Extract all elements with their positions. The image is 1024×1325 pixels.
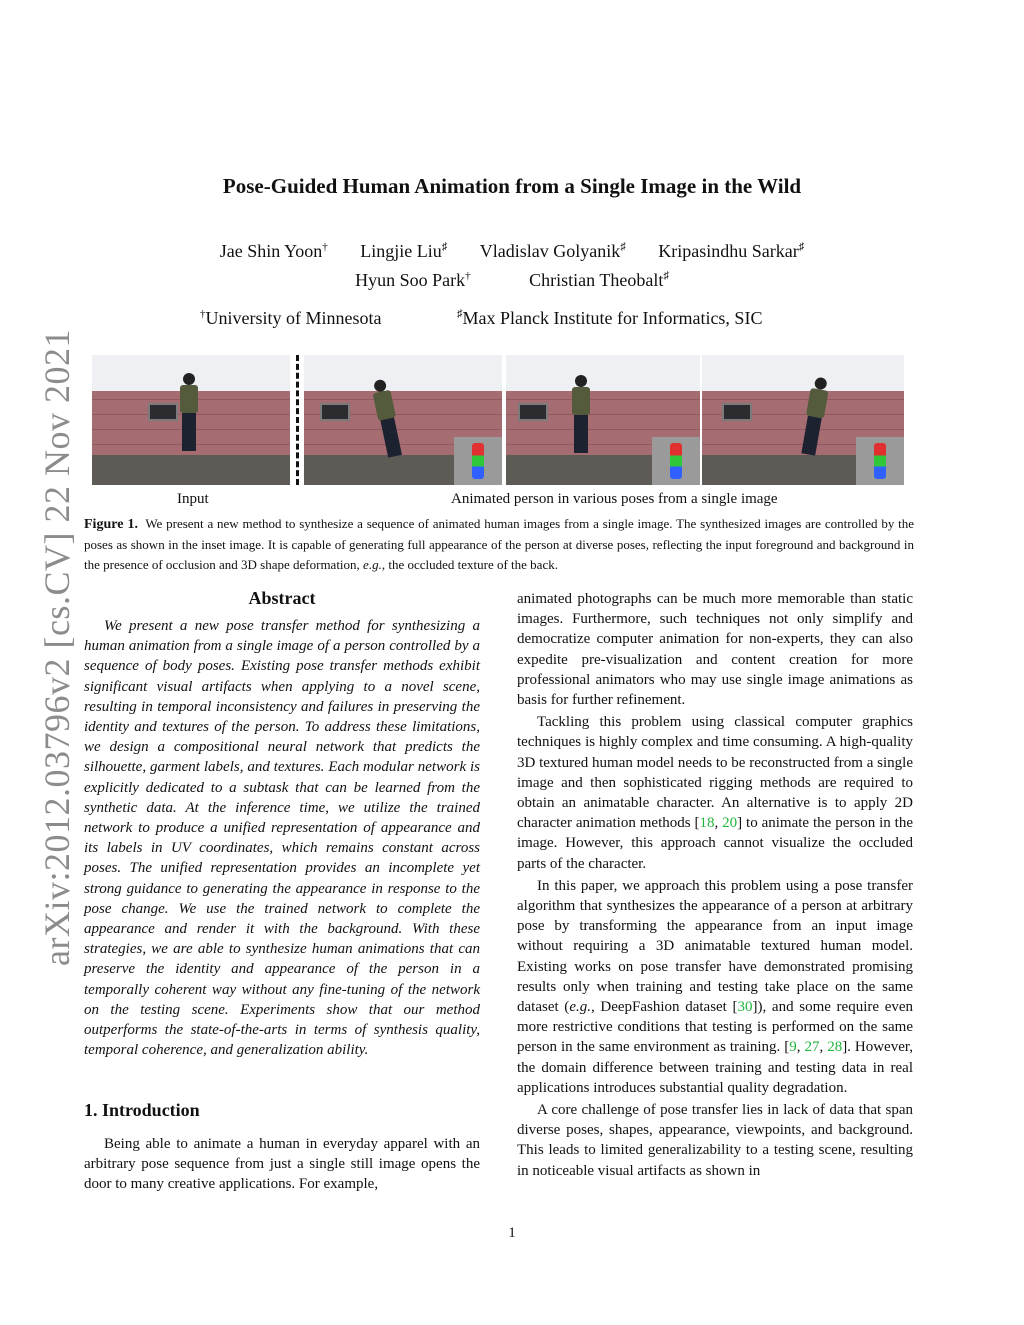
- abstract-heading: Abstract: [248, 588, 316, 608]
- paragraph: In this paper, we approach this problem using a pose transfer algorithm that synthesizes the appearance of a person at arbitrary pose by transforming the appearance from an input image without requiring a 3D animatable textured human model. Existing works on pose transfer have demonstrated promising results only when training and testing take place on the same dataset (e.g., DeepFashion dataset [30]), and some require even more restrictive conditions that testing is performed on the same person in the same environment as training. [9, 27, 28]. However, the domain difference between training and testing data in real applications introduces substantial quality degradation.: [517, 877, 914, 1096]
- person-figure: [572, 375, 590, 453]
- author: Hyun Soo Park†: [355, 270, 471, 290]
- authors-line-2: [0, 270, 1024, 291]
- authors-line-1: [0, 241, 1024, 262]
- right-column: [517, 589, 913, 1181]
- pose-inset: [454, 437, 502, 485]
- author: Kripasindhu Sarkar♯: [658, 241, 805, 261]
- animated-photo: [506, 355, 700, 485]
- figure-caption: Figure 1. We present a new method to synthesize a sequence of animated human images from a single image. The synthesized images are controlled by the poses as shown in the inset image. It is capable of generating full appearance of the person at diverse poses, reflecting the input foreground and background in the presence of occlusion and 3D shape deformation, e.g., the occluded texture of the back.: [84, 516, 915, 572]
- input-photo: [92, 355, 290, 485]
- teaser-figure: [92, 355, 904, 485]
- divider-dashed-line: [296, 355, 299, 485]
- author: Vladislav Golyanik♯: [479, 241, 626, 261]
- pose-inset: [856, 437, 904, 485]
- author: Christian Theobalt♯: [529, 270, 669, 290]
- pose-inset: [652, 437, 700, 485]
- author: Jae Shin Yoon†: [219, 241, 328, 261]
- figure-label-animated: Animated person in various poses from a single image: [451, 491, 778, 507]
- page-number: 1: [508, 1225, 516, 1241]
- figure-label-input: Input: [177, 491, 209, 507]
- animated-photo: [702, 355, 904, 485]
- intro-paragraph: Being able to animate a human in everyday apparel with an arbitrary pose sequence from just a single still image opens the door to many creative applications. For example,: [84, 1136, 480, 1193]
- paragraph: A core challenge of pose transfer lies in lack of data that span diverse poses, shapes, appearance, viewpoints, and background. This leads to limited generalizability to a testing scene, resulting in noticeable visual artifacts as shown in: [517, 1102, 913, 1179]
- affiliation: †University of Minnesota: [200, 308, 382, 328]
- affiliation: ♯Max Planck Institute for Informatics, SIC: [457, 308, 763, 328]
- author: Lingjie Liu♯: [360, 241, 448, 261]
- paragraph: Tackling this problem using classical computer graphics techniques is highly complex and time consuming. A high-quality 3D textured human model needs to be reconstructed from a single image and then sophisticated rigging methods are required to obtain an animatable character. An alternative is to apply 2D character animation methods [18, 20] to animate the person in the image. However, this approach cannot visualize the occluded parts of the character.: [517, 714, 913, 872]
- arxiv-stamp: arXiv:2012.03796v2 [cs.CV] 22 Nov 2021: [37, 329, 77, 966]
- paper-title: Pose-Guided Human Animation from a Single Image in the Wild: [222, 174, 802, 198]
- section-heading-introduction: 1. Introduction: [84, 1100, 200, 1120]
- abstract-text: We present a new pose transfer method for synthesizing a human animation from a single image of a person controlled by a sequence of body poses. Existing pose transfer methods exhibit significant visual artifacts when applying to a novel scene, resulting in temporal inconsistency and failures in preserving the identity and textures of the person. To address these limitations, we design a compositional neural network that predicts the silhouette, garment labels, and textures. Each modular network is explicitly dedicated to a subtask that can be learned from the synthetic data. At the inference time, we utilize the trained network to produce a unified representation of appearance and its labels in UV coordinates, which remains constant across poses. The unified representation provides an incomplete yet strong guidance to generating the appearance in response to the pose change. We use the trained network to complete the appearance and render it with the background. With these strategies, we are able to synthesize human animations that can preserve the identity and appearance of the person in a temporally coherent way without any fine-tuning of the network on the testing scene. Experiments show that our method outperforms the state-of-the-arts in terms of synthesis quality, temporal coherence, and generalization ability.: [84, 618, 480, 1059]
- animated-photo: [304, 355, 502, 485]
- person-figure: [180, 373, 198, 451]
- paragraph: animated photographs can be much more memorable than static images. Furthermore, such techniques not only simplify and democratize computer animation for non-experts, they can also expedite pre-visualization and content creation for more professional animators who may use single image animations as basis for further refinement.: [517, 591, 913, 709]
